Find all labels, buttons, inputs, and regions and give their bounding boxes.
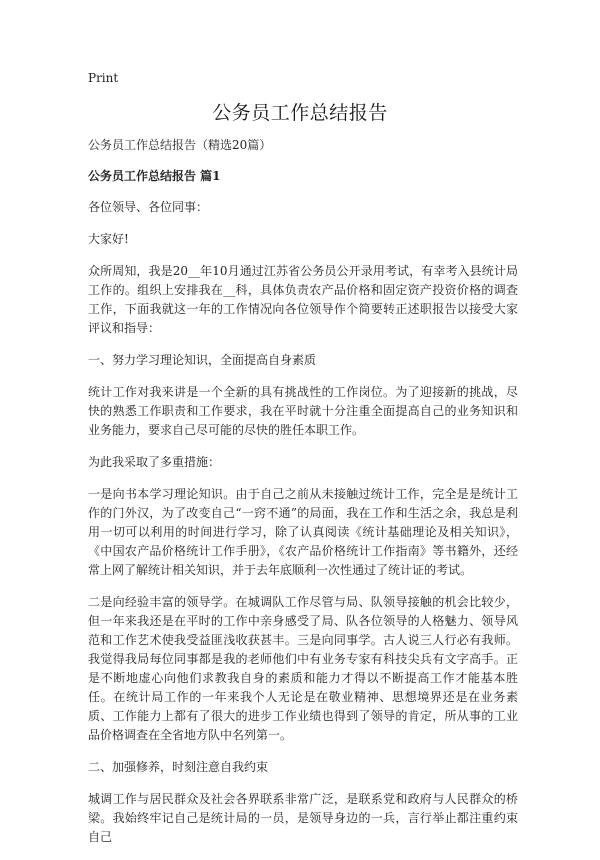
measures-intro: 为此我采取了多重措施：	[88, 455, 221, 469]
section-two-heading: 二、加强修养，时刻注意自我约束	[88, 760, 269, 774]
intro-paragraph: 众所周知，我是20__年10月通过江苏省公务员公开录用考试，有幸考入县统计局工作的。组织上安排我在__科，具体负责农产品价格和固定资产投资价格的调查工作，下面我就这一年的工作情况向各位领导作个简要转正述职报告以接受大家评议和指导：	[88, 264, 518, 335]
print-link[interactable]: Print	[88, 71, 119, 85]
document-subtitle: 公务员工作总结报告（精选20篇）	[88, 138, 272, 152]
document-body	[88, 136, 518, 860]
document-title: 公务员工作总结报告	[212, 102, 388, 124]
salutation: 各位领导、各位同事：	[88, 200, 209, 214]
body-paragraph: 一是向书本学习理论知识。由于自己之前从未接触过统计工作，完全是是统计工作的门外汉，为了改变自己“一窍不通”的局面，我在工作和生活之余，我总是利用一切可以利用的时间进行学习，除了认真阅读《统计基础理论及相关知识》，《中国农产品价格统计工作手册》，《农产品价格统计工作指南》等书籍外，还经常上网了解统计相关知识，并于去年底顺利一次性通过了统计证的考试。	[88, 487, 518, 577]
body-paragraph: 城调工作与居民群众及社会各界联系非常广泛，是联系党和政府与人民群众的桥梁。我始终牢记自己是统计局的一员，是领导身边的一兵，言行举止都注重约束自己	[88, 792, 518, 844]
section-heading: 公务员工作总结报告 篇1	[88, 169, 221, 183]
section-one-heading: 一、努力学习理论知识，全面提高自身素质	[88, 353, 317, 367]
greeting: 大家好!	[88, 232, 129, 246]
body-paragraph: 统计工作对我来讲是一个全新的具有挑战性的工作岗位。为了迎接新的挑战，尽快的熟悉工作职责和工作要求，我在平时就十分注重全面提高自己的业务知识和业务能力，要求自己尽可能的尽快的胜任本职工作。	[88, 385, 518, 437]
body-paragraph: 二是向经验丰富的领导学。在城调队工作尽管与局、队领导接触的机会比较少，但一年来我还是在平时的工作中亲身感受了局、队各位领导的人格魅力、领导风范和工作艺术使我受益匪浅收获甚丰。三是向同事学。古人说三人行必有我师。我觉得我局每位同事都是我的老师他们中有业务专家有科技尖兵有文字高手。正是不断地虚心向他们求教我自身的素质和能力才得以不断提高工作才能基本胜任。在统计局工作的一年来我个人无论是在敬业精神、思想境界还是在业务素质、工作能力上都有了很大的进步工作业绩也得到了领导的肯定，所从事的工业品价格调查在全省地方队中名列第一。	[88, 595, 518, 742]
